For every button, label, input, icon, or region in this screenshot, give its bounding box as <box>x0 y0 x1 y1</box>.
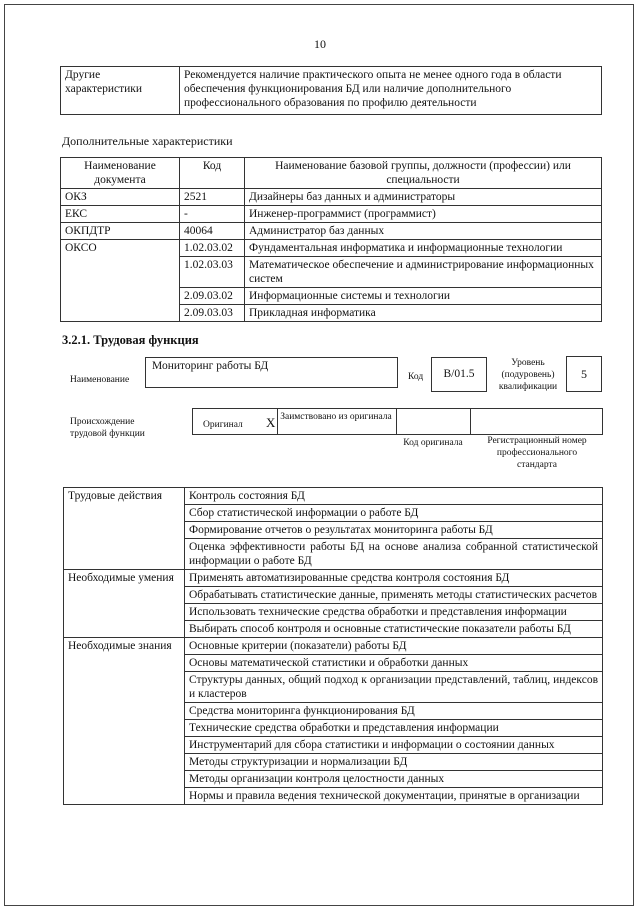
list-item: Структуры данных, общий подход к организации представлений, таблиц, индексов и кластеров <box>185 672 603 703</box>
list-item: Средства мониторинга функционирования БД <box>185 703 603 720</box>
list-item: Основы математической статистики и обработки данных <box>185 655 603 672</box>
original-mark: X <box>266 415 276 430</box>
table-row <box>61 223 602 240</box>
group-cell: Администратор баз данных <box>245 223 602 240</box>
other-characteristics-label: Другие характеристики <box>61 67 180 115</box>
list-item: Сбор статистической информации о работе БД <box>185 505 603 522</box>
table-row <box>61 240 602 257</box>
list-item: Основные критерии (показатели) работы БД <box>185 638 603 655</box>
header-group: Наименование базовой группы, должности (профессии) или специальности <box>245 158 602 189</box>
list-item: Формирование отчетов о результатах мониторинга работы БД <box>185 522 603 539</box>
code-label: Код <box>408 372 424 382</box>
code-cell: 2.09.03.03 <box>180 305 245 322</box>
header-code: Код <box>180 158 245 189</box>
group-cell: Инженер-программист (программист) <box>245 206 602 223</box>
function-code-box: B/01.5 <box>431 357 487 392</box>
group-cell: Информационные системы и технологии <box>245 288 602 305</box>
reg-number-label: Регистрационный номер профессионального стандарта <box>487 436 587 470</box>
level-value-box: 5 <box>566 356 602 392</box>
list-item: Обрабатывать статистические данные, применять методы статистических расчетов <box>185 587 603 604</box>
list-item: Выбирать способ контроля и основные статистические показатели работы БД <box>185 621 603 638</box>
function-name-box: Мониторинг работы БД <box>145 357 398 388</box>
doc-cell: ОКПДТР <box>61 223 180 240</box>
list-item: Применять автоматизированные средства контроля состояния БД <box>185 570 603 587</box>
group-cell: Фундаментальная информатика и информационные технологии <box>245 240 602 257</box>
group-cell: Прикладная информатика <box>245 305 602 322</box>
list-item: Нормы и правила ведения технической документации, принятые в организации <box>185 788 603 805</box>
table-row <box>64 488 603 505</box>
code-cell: 2521 <box>180 189 245 206</box>
list-item: Методы структуризации и нормализации БД <box>185 754 603 771</box>
list-item: Методы организации контроля целостности данных <box>185 771 603 788</box>
doc-cell: ОКЗ <box>61 189 180 206</box>
code-cell: 1.02.03.03 <box>180 257 245 288</box>
other-characteristics-text: Рекомендуется наличие практического опыта не менее одного года в области обеспечения функционирования БД или наличие дополнительного профессионального образования по профилю деятельности <box>180 67 602 115</box>
function-heading: 3.2.1. Трудовая функция <box>62 333 199 347</box>
group-cell: Дизайнеры баз данных и администраторы <box>245 189 602 206</box>
additional-heading: Дополнительные характеристики <box>62 134 233 148</box>
list-item: Технические средства обработки и представления информации <box>185 720 603 737</box>
additional-characteristics-table <box>60 157 602 322</box>
code-cell: - <box>180 206 245 223</box>
name-label: Наименование <box>70 375 130 385</box>
borrowed-label: Заимствовано из оригинала <box>280 412 392 422</box>
code-cell: 1.02.03.02 <box>180 240 245 257</box>
table-row <box>64 570 603 587</box>
doc-cell: ОКСО <box>61 240 180 322</box>
group-cell: Математическое обеспечение и администрирование информационных систем <box>245 257 602 288</box>
orig-code-label: Код оригинала <box>403 438 463 448</box>
original-label: Оригинал <box>203 420 243 430</box>
table-row <box>61 206 602 223</box>
level-label: Уровень (подуровень) квалификации <box>498 358 558 392</box>
list-item: Инструментарий для сбора статистики и информации о состоянии данных <box>185 737 603 754</box>
code-cell: 40064 <box>180 223 245 240</box>
knowledge-label: Необходимые знания <box>64 638 185 805</box>
skills-label: Необходимые умения <box>64 570 185 638</box>
list-item: Контроль состояния БД <box>185 488 603 505</box>
page-number: 10 <box>314 37 326 51</box>
list-item: Использовать технические средства обработки и представления информации <box>185 604 603 621</box>
doc-cell: ЕКС <box>61 206 180 223</box>
other-characteristics-table <box>60 66 602 115</box>
table-row <box>61 189 602 206</box>
actions-label: Трудовые действия <box>64 488 185 570</box>
header-doc: Наименование документа <box>61 158 180 189</box>
table-row <box>64 638 603 655</box>
code-cell: 2.09.03.02 <box>180 288 245 305</box>
list-item: Оценка эффективности работы БД на основе анализа собранной статистической информации о работе БД <box>185 539 603 570</box>
competencies-table <box>63 487 603 805</box>
origin-row-box <box>192 408 603 435</box>
origin-label: Происхождение трудовой функции <box>70 417 145 439</box>
